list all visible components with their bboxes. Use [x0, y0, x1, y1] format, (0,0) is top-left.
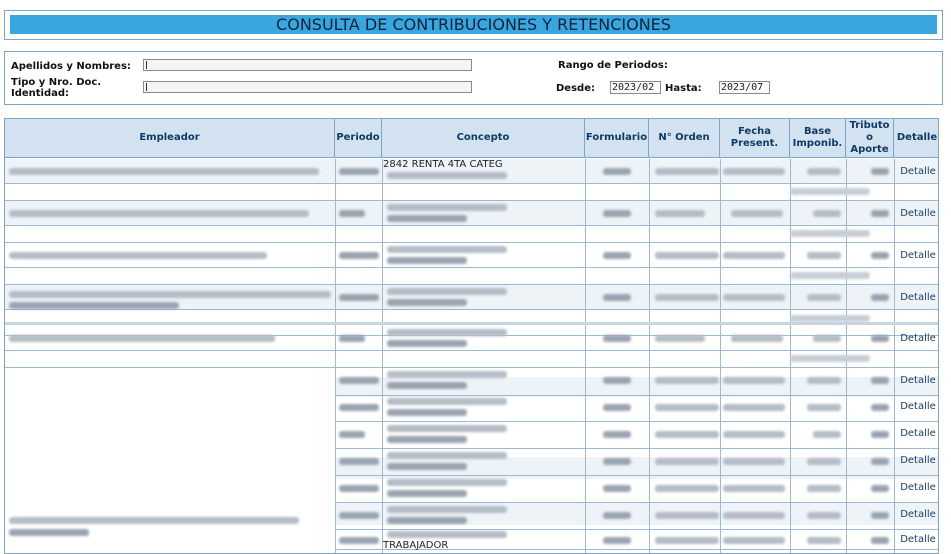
- redacted-employer: [9, 252, 267, 259]
- detalle-link[interactable]: Detalle: [900, 292, 936, 303]
- detalle-link[interactable]: Detalle: [900, 482, 936, 493]
- concepto-text: 2842 RENTA 4TA CATEG: [383, 159, 503, 170]
- results-table: [4, 118, 939, 554]
- col-orden: N° Orden: [649, 119, 720, 158]
- detalle-link[interactable]: Detalle: [900, 375, 936, 386]
- detalle-link[interactable]: Detalle: [900, 166, 936, 177]
- col-tributo: [846, 119, 894, 158]
- desde-label: Desde:: [556, 83, 595, 94]
- hasta-label: Hasta:: [665, 83, 702, 94]
- doc-label-line1: Tipo y Nro. Doc.: [11, 77, 102, 88]
- col-formulario: Formulario: [585, 119, 649, 158]
- doc-field[interactable]: [143, 81, 472, 93]
- detalle-link[interactable]: Detalle: [900, 509, 936, 520]
- detalle-link[interactable]: Detalle: [900, 534, 936, 545]
- page-title: CONSULTA DE CONTRIBUCIONES Y RETENCIONES: [10, 15, 937, 34]
- col-base-line1: Base: [803, 126, 832, 137]
- detalle-link[interactable]: Detalle: [900, 208, 936, 219]
- redacted-employer: [9, 291, 331, 298]
- redacted-employer: [9, 210, 309, 217]
- col-concepto: Concepto: [382, 119, 585, 158]
- detalle-link[interactable]: Detalle: [900, 455, 936, 466]
- col-tributo-line1: Tributo: [849, 120, 890, 131]
- col-fecha-line2: Present.: [730, 138, 779, 149]
- hasta-field[interactable]: 2023/07: [719, 81, 770, 94]
- desde-field[interactable]: 2023/02: [610, 81, 661, 94]
- col-periodo: Periodo: [335, 119, 382, 158]
- col-fecha: [720, 119, 790, 158]
- redacted-employer: [9, 335, 275, 342]
- detalle-link[interactable]: Detalle: [900, 401, 936, 412]
- concepto-text: TRABAJADOR: [383, 540, 449, 551]
- range-label: Rango de Periodos:: [558, 60, 668, 71]
- col-base: [790, 119, 846, 158]
- query-form: [4, 51, 943, 105]
- col-empleador: Empleador: [5, 119, 335, 158]
- col-detalle: Detalle: [894, 119, 939, 158]
- name-label: Apellidos y Nombres:: [11, 61, 131, 72]
- detalle-link[interactable]: Detalle: [900, 333, 936, 344]
- title-panel: [4, 10, 943, 40]
- redacted-employer: [9, 168, 319, 175]
- redacted-employer: [9, 517, 299, 524]
- col-tributo-line2: o: [866, 132, 873, 143]
- name-field[interactable]: [143, 59, 472, 71]
- doc-label-line2: Identidad:: [11, 88, 70, 99]
- detalle-link[interactable]: Detalle: [900, 250, 936, 261]
- col-fecha-line1: Fecha: [737, 126, 771, 137]
- detalle-link[interactable]: Detalle: [900, 428, 936, 439]
- col-base-line2: Imponib.: [792, 138, 843, 149]
- col-tributo-line3: Aporte: [850, 144, 889, 155]
